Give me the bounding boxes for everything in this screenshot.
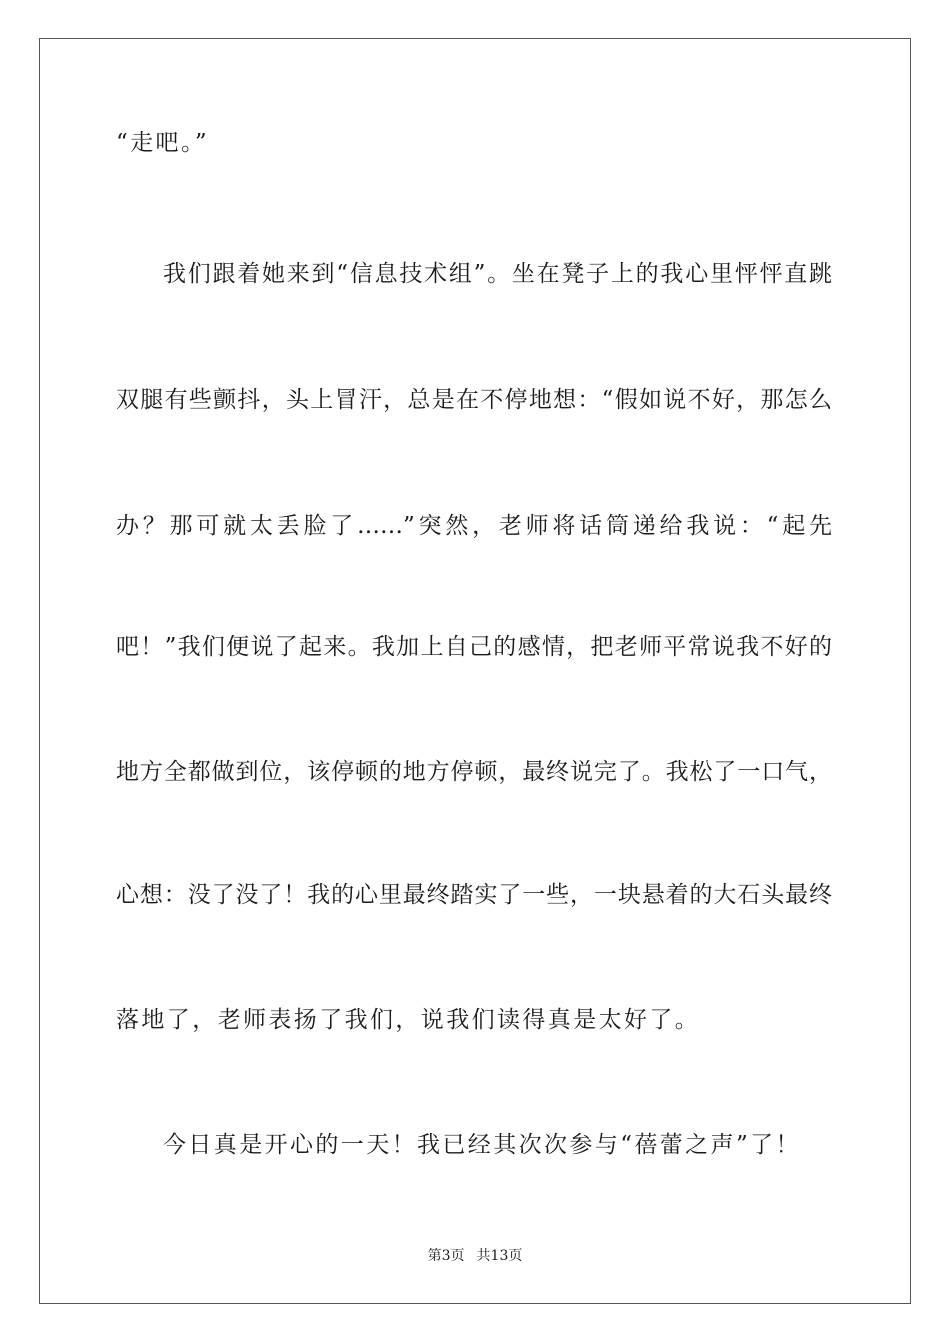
page-footer bbox=[0, 1247, 950, 1265]
text-line-4: 办？那可就太丢脸了……”突然，老师将话筒递给我说：“起先 bbox=[116, 513, 832, 539]
text-line-3: 双腿有些颤抖，头上冒汗，总是在不停地想：“假如说不好，那怎么 bbox=[116, 387, 832, 413]
page-number: 第3页 bbox=[427, 1248, 465, 1264]
page-total: 共13页 bbox=[476, 1248, 523, 1264]
page-border bbox=[39, 38, 911, 1304]
text-line-5: 吧！”我们便说了起来。我加上自己的感情，把老师平常说我不好的 bbox=[116, 634, 832, 660]
text-line-2: 我们跟着她来到“信息技术组”。坐在凳子上的我心里怦怦直跳 bbox=[163, 261, 832, 287]
text-line-1: “走吧。” bbox=[116, 130, 210, 156]
text-line-8: 落地了，老师表扬了我们，说我们读得真是太好了。 bbox=[116, 1007, 701, 1033]
text-line-7: 心想：没了没了！我的心里最终踏实了一些，一块悬着的大石头最终 bbox=[116, 882, 832, 908]
text-line-6: 地方全都做到位，该停顿的地方停顿，最终说完了。我松了一口气， bbox=[116, 759, 832, 785]
text-line-9: 今日真是开心的一天！我已经其次次参与“蓓蕾之声”了！ bbox=[163, 1132, 801, 1158]
